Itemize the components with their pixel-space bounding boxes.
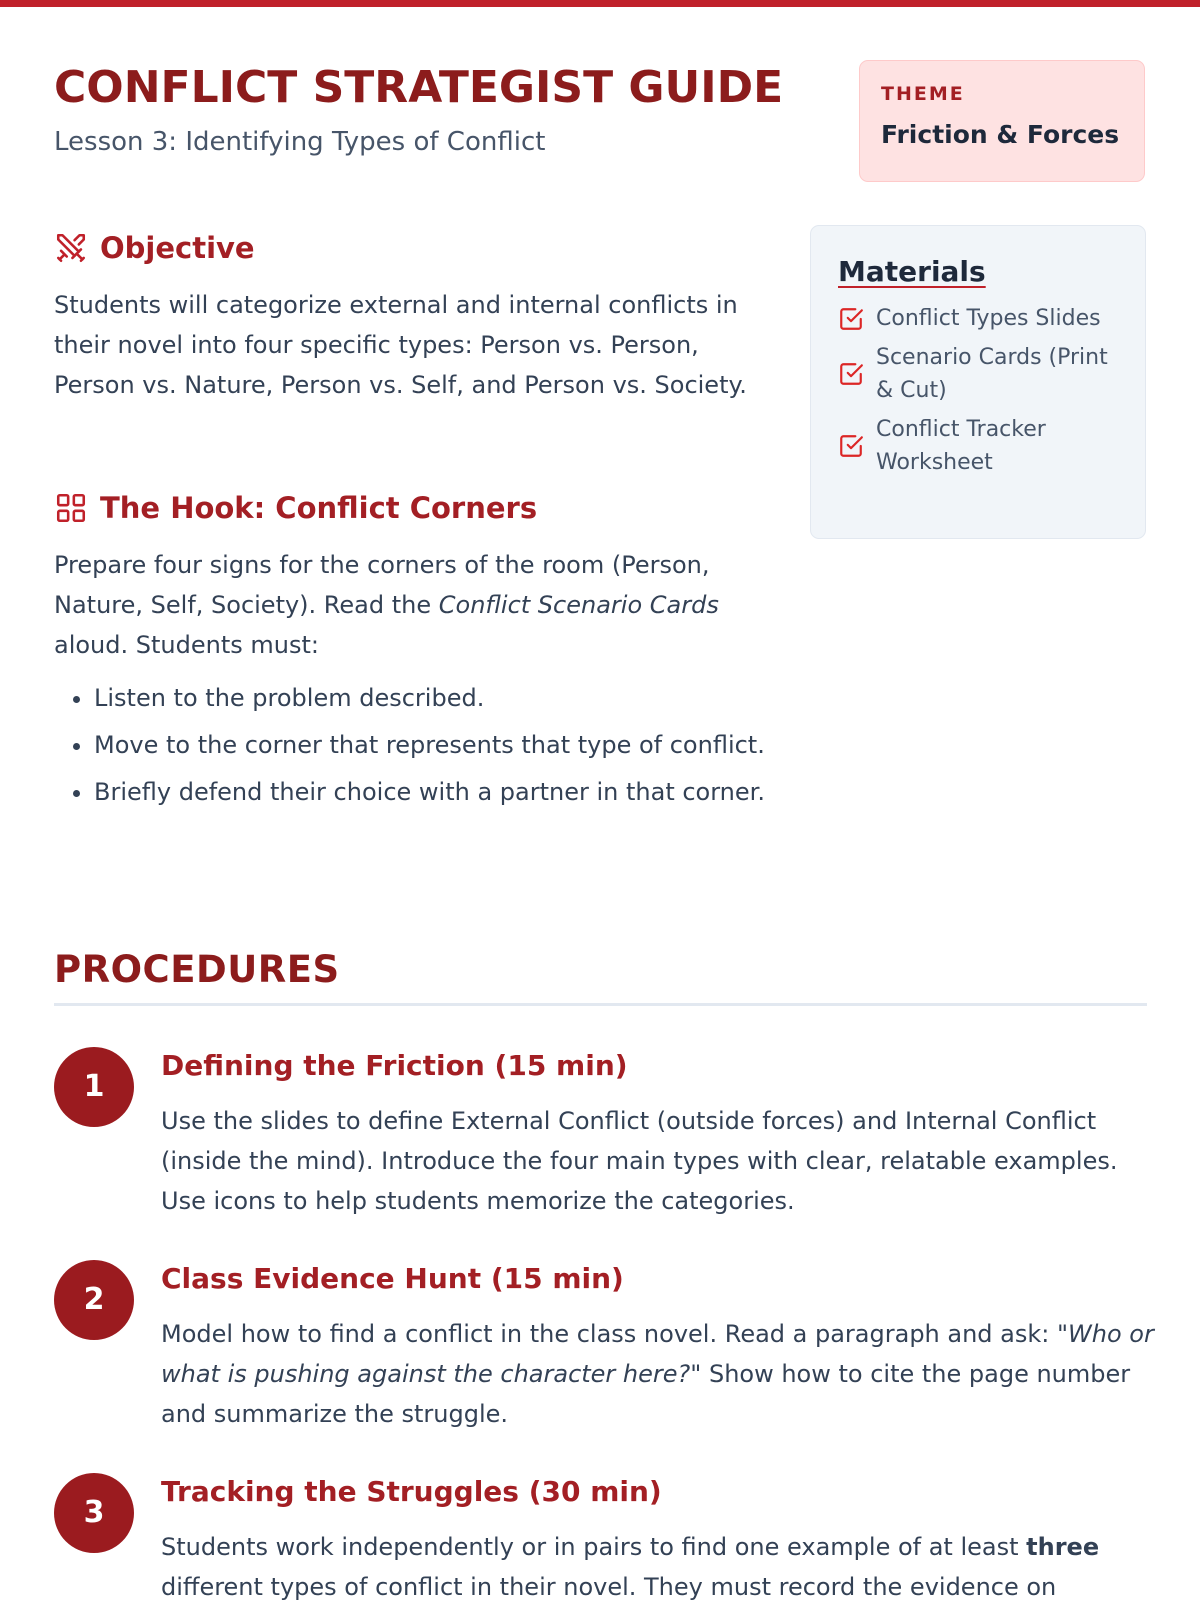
step-body-quote: "Who or what is pushing against the character here?"	[161, 1320, 1154, 1388]
step-body-text: Model how to find a conflict in the class novel. Read a paragraph and ask:	[161, 1320, 1057, 1348]
hook-heading	[54, 488, 537, 528]
step-title: Class Evidence Hunt (15 min)	[161, 1262, 624, 1295]
step-number-badge: 3	[54, 1473, 134, 1553]
step-body-text-end: Show how to cite the page number and summarize the struggle.	[161, 1360, 1131, 1428]
materials-title: Materials	[838, 255, 986, 288]
step-body	[161, 1527, 1161, 1607]
objective-text: Students will categorize external and internal conflicts in their novel into four specific types: Person vs. Person, Person vs. Nature, Person vs. Self, and Person vs. Society.	[54, 291, 747, 399]
step-body-text-end: different types of conflict in their novel. They must record the evidence on	[161, 1573, 1057, 1601]
theme-badge	[859, 60, 1145, 182]
step-title: Tracking the Struggles (30 min)	[161, 1475, 662, 1508]
checkbox-icon	[838, 433, 864, 459]
materials-item-label: Conflict Types Slides	[876, 306, 1101, 331]
theme-label: THEME	[881, 83, 965, 105]
list-item: • Listen to the problem described.	[94, 678, 794, 718]
hook-intro-text: Prepare four signs for the corners of the room (Person, Nature, Self, Society). Read the	[54, 551, 710, 619]
step-title: Defining the Friction (15 min)	[161, 1049, 628, 1082]
materials-list	[838, 302, 1118, 479]
checkbox-icon	[838, 361, 864, 387]
list-item: • Move to the corner that represents that type of conflict.	[94, 725, 794, 765]
step-body-strong: three	[1026, 1533, 1100, 1561]
list-item: • Briefly defend their choice with a partner in that corner.	[94, 772, 794, 812]
hook-steps-list	[54, 678, 794, 819]
grid-icon	[54, 491, 88, 525]
page-subtitle: Lesson 3: Identifying Types of Conflict	[54, 127, 546, 157]
hook-intro	[54, 545, 774, 665]
crossed-swords-icon	[54, 231, 88, 265]
materials-item	[838, 413, 1118, 479]
step-body: Use the slides to define External Conflict (outside forces) and Internal Conflict (inside the mind). Introduce the four main types with clear, relatable examples. Use icons to help students memorize the categories.	[161, 1107, 1118, 1215]
hook-intro-emphasis: Conflict Scenario Cards	[438, 591, 719, 619]
theme-value: Friction & Forces	[881, 120, 1120, 149]
step-number-badge: 2	[54, 1260, 134, 1340]
hook-intro-text-end: aloud. Students must:	[54, 631, 319, 659]
materials-item	[838, 341, 1118, 407]
section-divider	[54, 1003, 1147, 1006]
materials-item	[838, 302, 1118, 335]
top-accent-bar	[0, 0, 1200, 7]
materials-item-label: Conflict Tracker Worksheet	[876, 417, 1046, 475]
checkbox-icon	[838, 306, 864, 332]
step-body-text: Students work independently or in pairs to find one example of at least	[161, 1533, 1027, 1561]
step-number-badge: 1	[54, 1047, 134, 1127]
page-title: CONFLICT STRATEGIST GUIDE	[54, 62, 784, 113]
hook-heading-text: The Hook: Conflict Corners	[100, 491, 538, 525]
objective-heading	[54, 228, 255, 268]
materials-panel	[810, 225, 1146, 539]
objective-heading-text: Objective	[100, 231, 255, 265]
step-body	[161, 1314, 1161, 1434]
materials-item-label: Scenario Cards (Print & Cut)	[876, 345, 1108, 403]
procedures-heading: PROCEDURES	[54, 948, 340, 991]
